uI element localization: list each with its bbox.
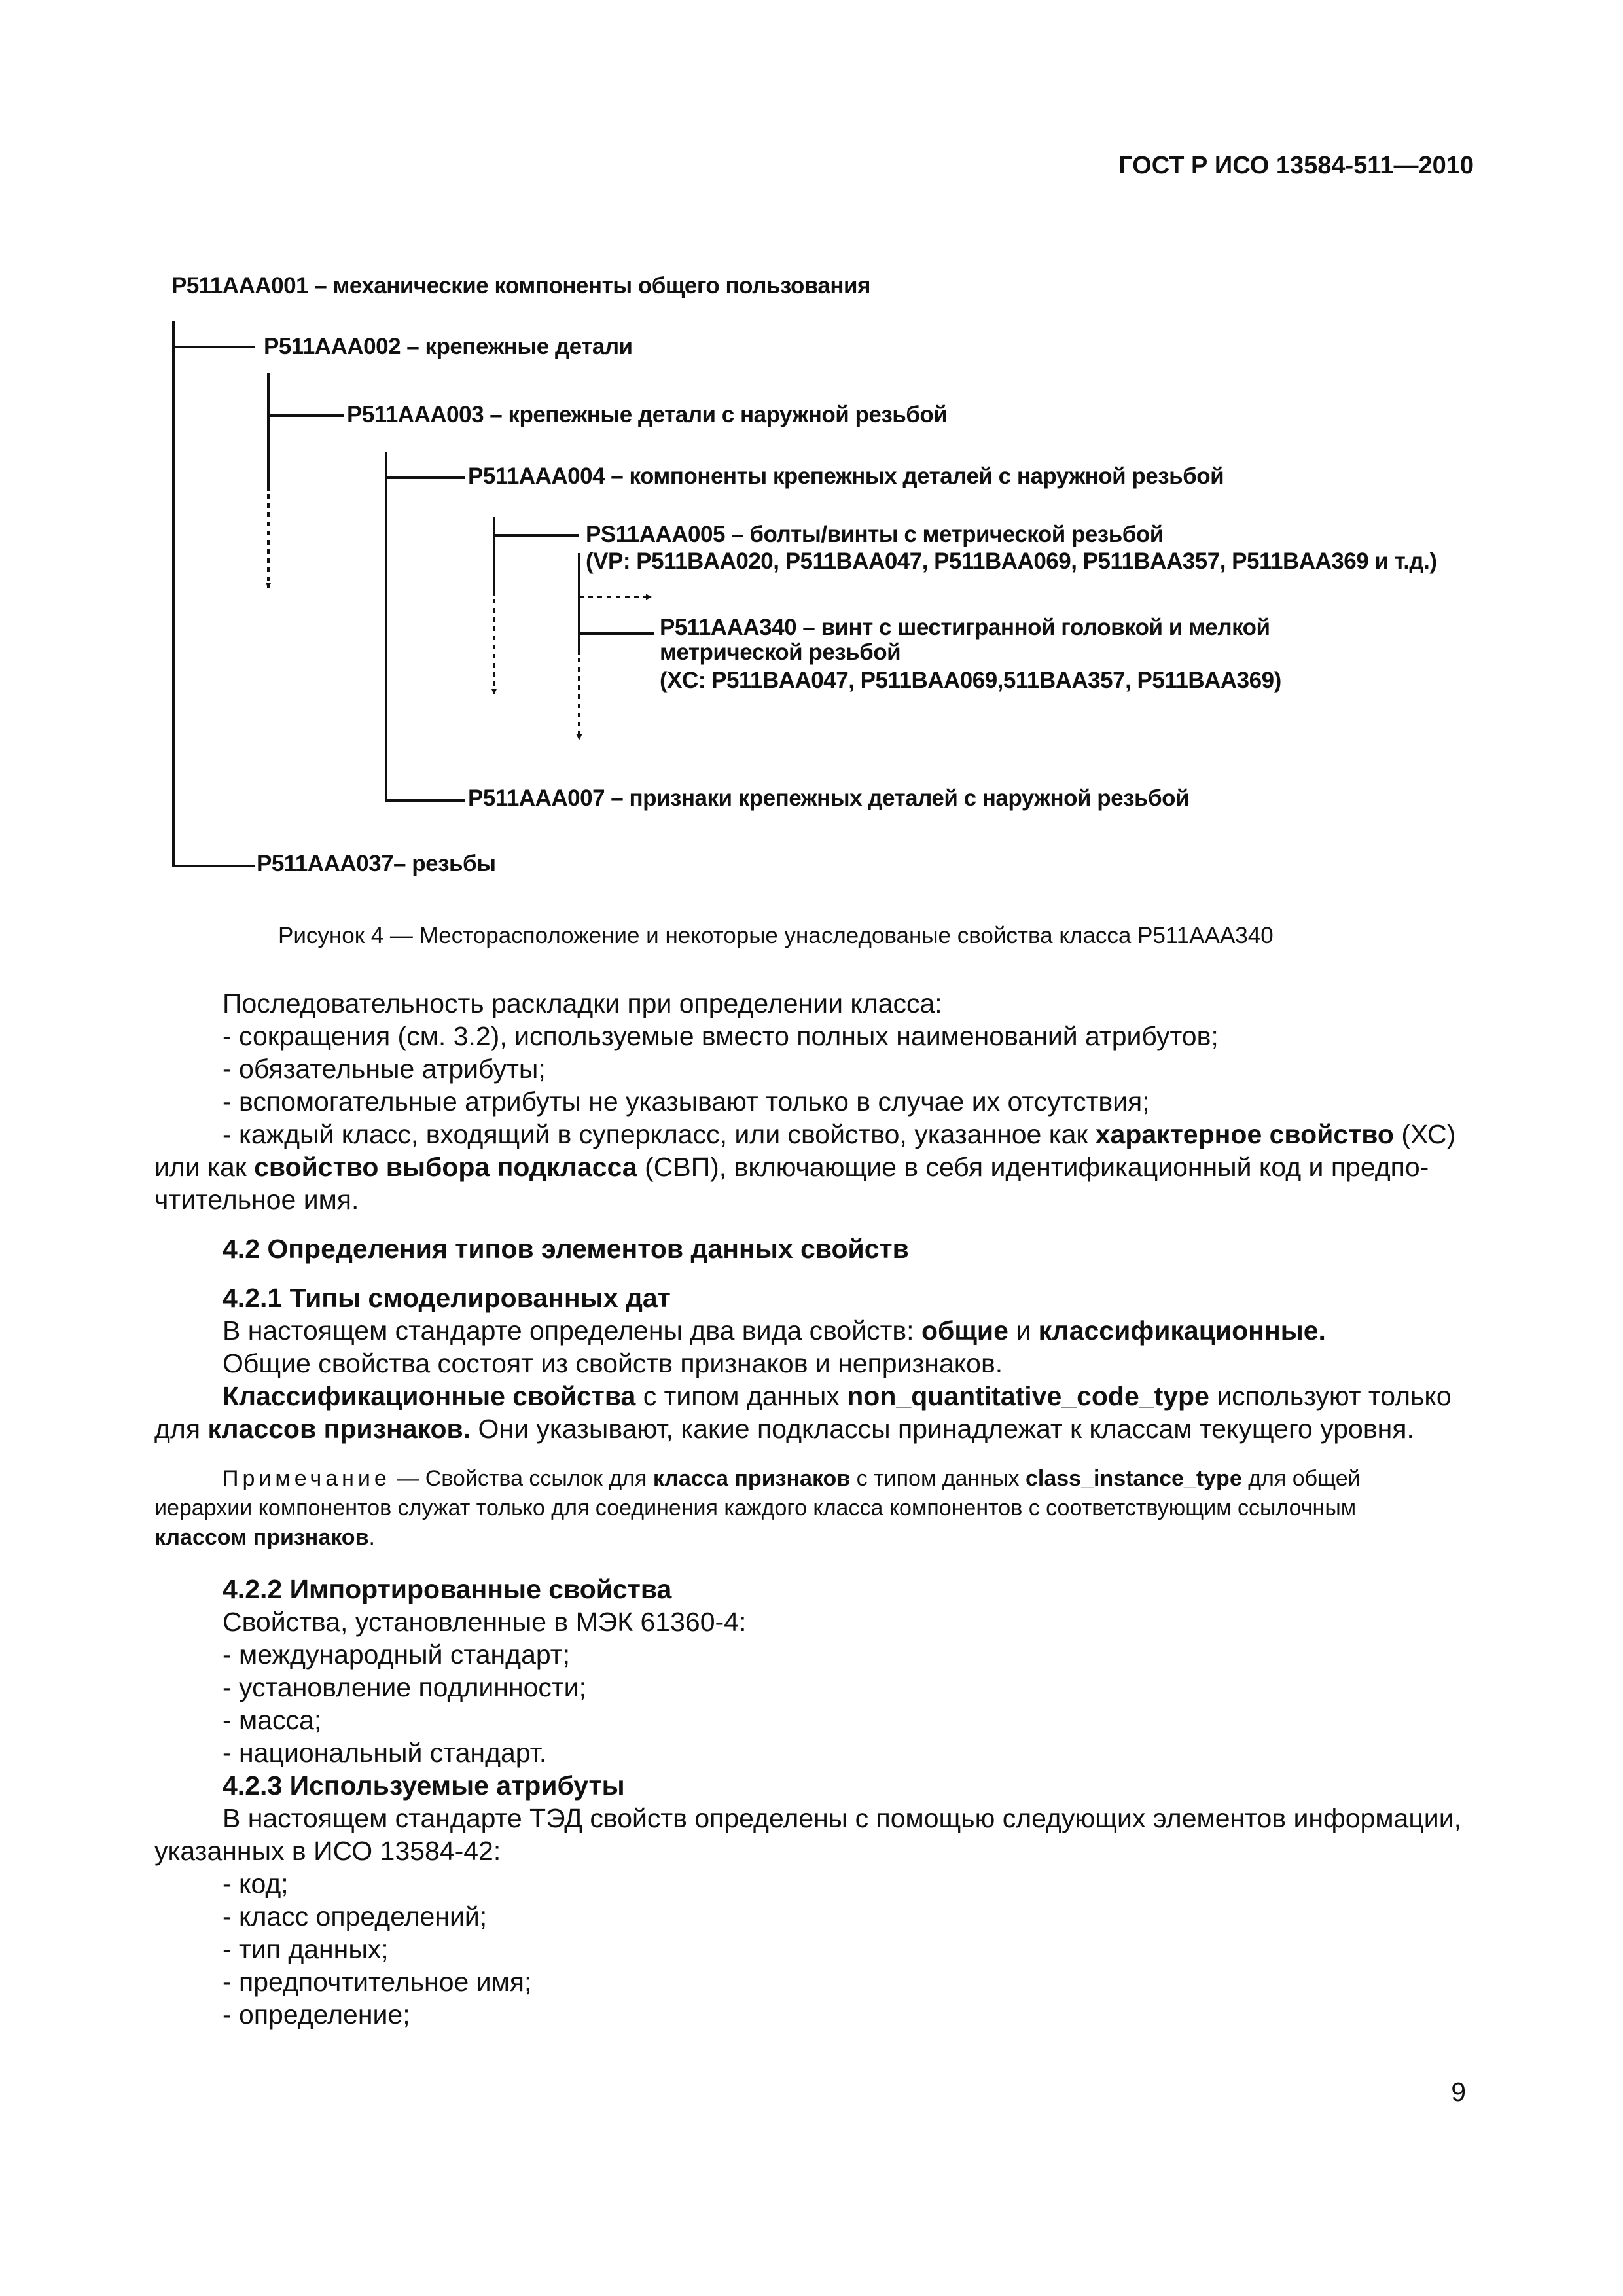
intro-item-1: - сокращения (см. 3.2), используемые вместо полных наименований атрибутов;	[223, 1021, 1219, 1051]
page-number: 9	[1451, 2077, 1466, 2107]
s421-para-3-line2	[154, 1414, 1414, 1444]
node-p511aaa001: P511AAA001 – механические компоненты общего пользования	[171, 273, 870, 298]
node-p511aaa002: P511AAA002 – крепежные детали	[264, 334, 633, 359]
s423-item-1: - код;	[223, 1869, 289, 1899]
term-general: общие	[921, 1316, 1008, 1346]
hierarchy-diagram	[0, 0, 1623, 916]
s421-p3-text: с типом данных	[635, 1381, 847, 1411]
note-text-2: с типом данных	[850, 1466, 1026, 1491]
note-line-1	[223, 1466, 1361, 1492]
note-term-feature-class-2: классом признаков	[154, 1525, 369, 1550]
node-p511aaa037: P511AAA037– резьбы	[257, 851, 496, 876]
note-period: .	[368, 1525, 375, 1550]
s421-p1-text: В настоящем стандарте определены два вида свойств:	[223, 1316, 921, 1346]
s422-item-1: - международный стандарт;	[223, 1640, 570, 1670]
note-text-3: для общей	[1241, 1466, 1361, 1491]
node-ps11aaa005-vp: (VP: P511BAA020, P511BAA047, P511BAA069, P511BAA357, P511BAA369 и т.д.)	[586, 548, 1437, 574]
node-p511aaa003: P511AAA003 – крепежные детали с наружной резьбой	[347, 402, 948, 427]
section-4-2-3-heading: 4.2.3 Используемые атрибуты	[223, 1770, 625, 1801]
note-line-2: иерархии компонентов служат только для соединения каждого класса компонентов с соответствующим ссылочным	[154, 1496, 1357, 1520]
node-p511aaa340: P511AAA340 – винт с шестигранной головкой и мелкой	[660, 615, 1270, 640]
intro-item-4-text: - каждый класс, входящий в суперкласс, или свойство, указанное как	[223, 1119, 1096, 1149]
intro-item-4-line1	[223, 1119, 1455, 1150]
node-p511aaa340-cont: метрической резьбой	[660, 639, 901, 665]
note-text-1: — Свойства ссылок для	[390, 1466, 653, 1491]
s422-lead: Свойства, установленные в МЭК 61360-4:	[223, 1607, 747, 1637]
node-p511aaa340-xc: (XC: P511BAA047, P511BAA069,511BAA357, P511BAA369)	[660, 668, 1281, 693]
s421-p3-rest: используют только	[1209, 1381, 1452, 1411]
standard-header: ГОСТ Р ИСО 13584-511—2010	[1118, 152, 1474, 179]
term-classification: классификационные.	[1038, 1316, 1326, 1346]
s421-p1-and: и	[1008, 1316, 1039, 1346]
section-4-2-1-heading: 4.2.1 Типы смоделированных дат	[223, 1283, 671, 1313]
intro-item-4-rest: (СВП), включающие в себя идентификационный код и предпо-	[637, 1152, 1429, 1182]
figure-caption: Рисунок 4 — Месторасположение и некоторые унаследованые свойства класса P511AAA340	[278, 923, 1274, 948]
s423-item-4: - предпочтительное имя;	[223, 1967, 532, 1997]
s422-item-4: - национальный стандарт.	[223, 1738, 547, 1768]
term-classification-properties: Классификационные свойства	[223, 1381, 636, 1411]
term-subclass-selection-property: свойство выбора подкласса	[254, 1152, 637, 1182]
intro-lead: Последовательность раскладки при определении класса:	[223, 988, 942, 1018]
s423-item-2: - класс определений;	[223, 1901, 488, 1931]
note-term-feature-class: класса признаков	[652, 1466, 851, 1491]
section-4-2-heading: 4.2 Определения типов элементов данных свойств	[223, 1234, 909, 1264]
s423-item-3: - тип данных;	[223, 1934, 389, 1964]
s423-para-line1: В настоящем стандарте ТЭД свойств определены с помощью следующих элементов информации,	[223, 1803, 1462, 1833]
node-ps11aaa005: PS11AAA005 – болты/винты с метрической резьбой	[586, 522, 1164, 547]
note-term-class-instance-type: class_instance_type	[1025, 1466, 1242, 1491]
s421-para-1	[223, 1316, 1326, 1346]
intro-item-3: - вспомогательные атрибуты не указывают только в случае их отсутствия;	[223, 1086, 1150, 1117]
intro-item-4-abbr: (ХС)	[1393, 1119, 1456, 1149]
note-line-3	[154, 1525, 375, 1551]
term-feature-classes: классов признаков.	[207, 1414, 471, 1444]
node-p511aaa004: P511AAA004 – компоненты крепежных деталей с наружной резьбой	[468, 463, 1224, 489]
s421-p4-rest: Они указывают, какие подклассы принадлежат к классам текущего уровня.	[471, 1414, 1414, 1444]
note-label: Примечание	[223, 1466, 391, 1491]
s421-para-2: Общие свойства состоят из свойств признаков и непризнаков.	[223, 1348, 1003, 1378]
node-p511aaa007: P511AAA007 – признаки крепежных деталей с наружной резьбой	[468, 785, 1190, 811]
term-characteristic-property: характерное свойство	[1095, 1119, 1394, 1149]
s423-para-line2: указанных в ИСО 13584-42:	[154, 1836, 501, 1866]
intro-item-4-or: или как	[154, 1152, 255, 1182]
intro-item-2: - обязательные атрибуты;	[223, 1054, 546, 1084]
s421-para-3-line1	[223, 1381, 1452, 1412]
intro-item-4-line2	[154, 1152, 1429, 1183]
term-non-quantitative-code-type: non_quantitative_code_type	[847, 1381, 1209, 1411]
s423-item-5: - определение;	[223, 2000, 410, 2030]
s421-p4-for: для	[154, 1414, 208, 1444]
section-4-2-2-heading: 4.2.2 Импортированные свойства	[223, 1574, 672, 1604]
s422-item-3: - масса;	[223, 1705, 322, 1735]
s422-item-2: - установление подлинности;	[223, 1672, 586, 1702]
intro-item-4-line3: чтительное имя.	[154, 1185, 359, 1215]
